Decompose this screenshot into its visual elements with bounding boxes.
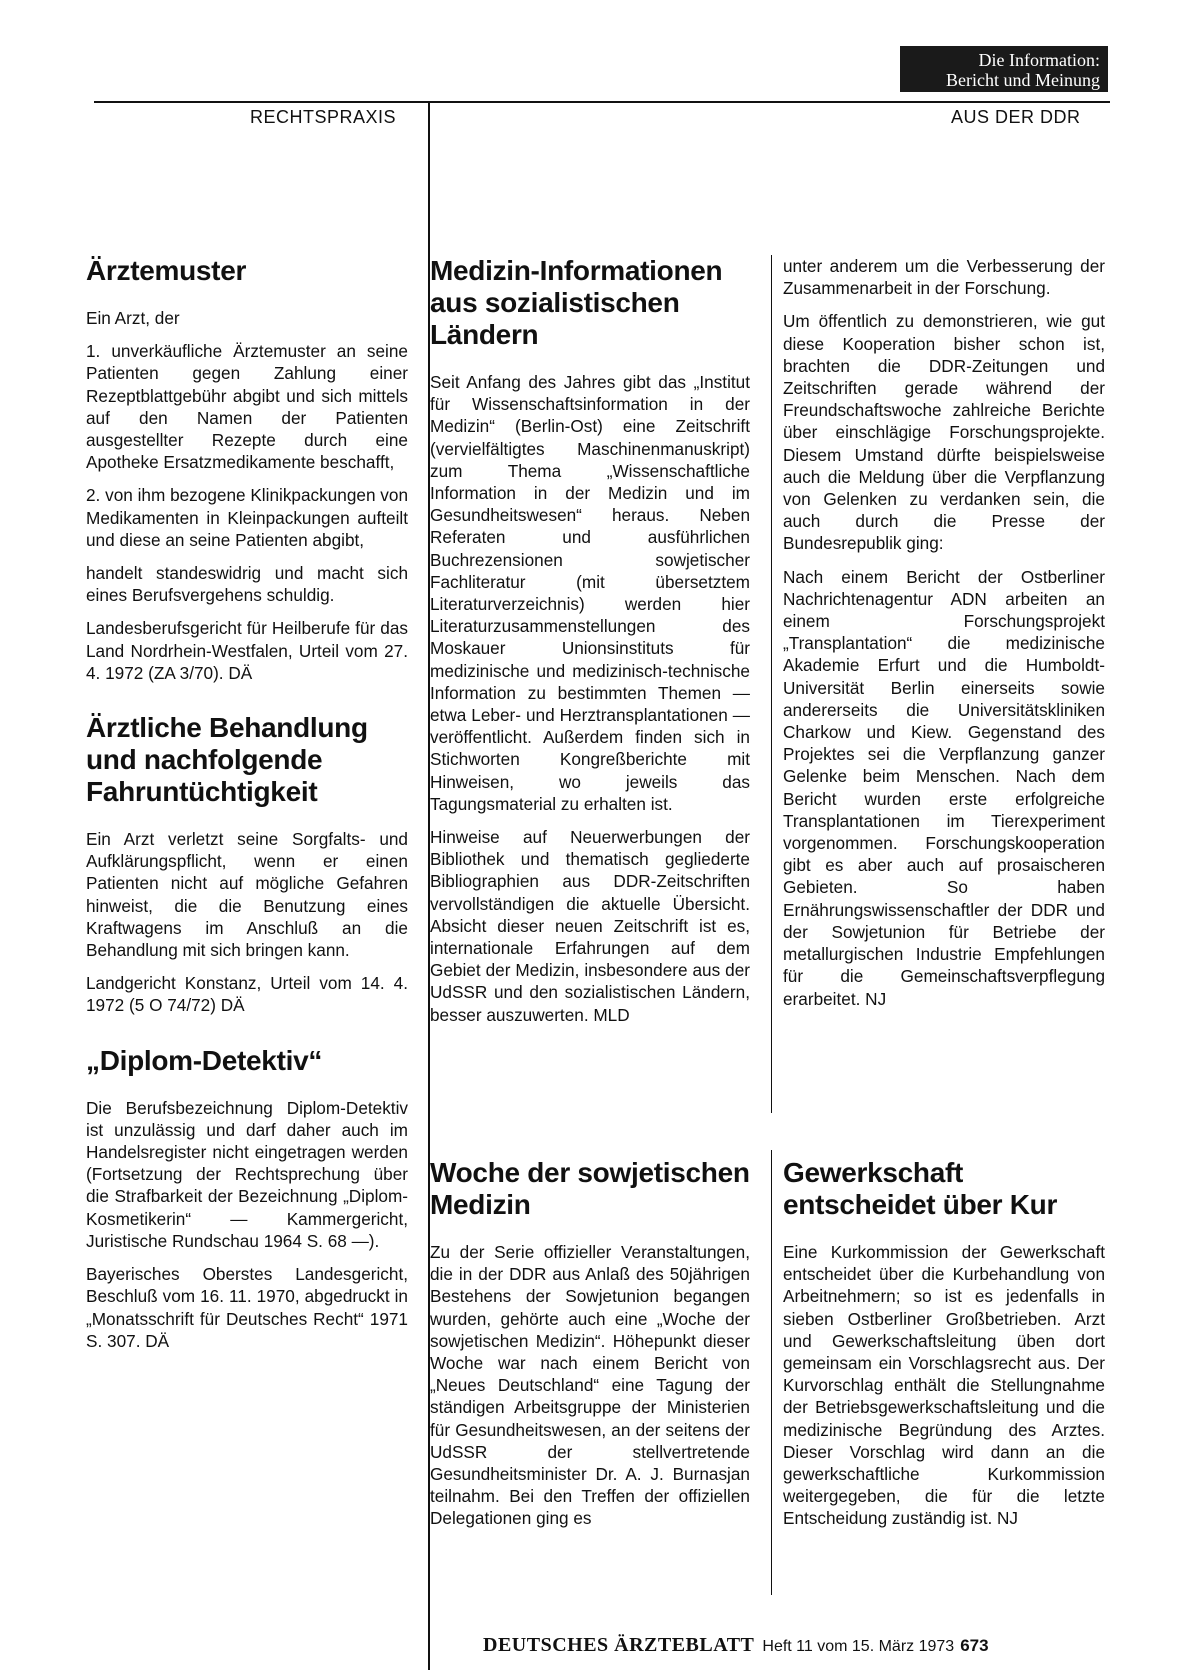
paragraph: 1. unverkäufliche Ärztemuster an seine Patienten gegen Zahlung einer Rezeptblattgebühr abgibt und sich mittels auf den Namen der Patienten ausgestellter Rezepte durch eine Apotheke Ersatzmedikamente beschafft, (86, 341, 408, 473)
article-title-behandlung: Ärztliche Behandlung und nachfolgende Fahruntüchtigkeit (86, 712, 368, 808)
column-divider-right-lower (771, 1150, 772, 1595)
paragraph: unter anderem um die Verbesserung der Zusammenarbeit in der Forschung. (783, 256, 1105, 299)
header-rule (94, 101, 1110, 103)
paragraph: 2. von ihm bezogene Klinikpackungen von Medikamenten in Kleinpackungen aufteilt und diese an seine Patienten abgibt, (86, 485, 409, 550)
paragraph: Hinweise auf Neuerwerbungen der Bibliothek und thematisch gegliederte Bibliographien aus DDR-Zeitschriften vervollständigen die aktuelle Übersicht. Absicht dieser neuen Zeitschrift ist es, internationale Erfahrungen auf dem Gebiet der Medizin, insbesondere aus der UdSSR und den sozialistischen Ländern, besser auszuwerten. MLD (430, 827, 750, 1025)
paragraph: Die Berufsbezeichnung Diplom-Detektiv ist unzulässig und darf daher auch im Handelsregister nicht eingetragen werden (Fortsetzung der Rechtsprechung über die Strafbarkeit der Bezeichnung „Diplom-Kosmetikerin“ — Kammergericht, Juristische Rundschau 1964 S. 68 —). (86, 1097, 408, 1251)
article-title-gewerkschaft: Gewerkschaft entscheidet über Kur (783, 1157, 1058, 1220)
article-title-diplom-detektiv: „Diplom-Detektiv“ (86, 1044, 323, 1076)
paragraph: Landgericht Konstanz, Urteil vom 14. 4. 1972 (5 O 74/72) DÄ (86, 973, 408, 1016)
paragraph: Landesberufsgericht für Heilberufe für das Land Nordrhein-Westfalen, Urteil vom 27. 4. 1972 (ZA 3/70). DÄ (86, 618, 408, 683)
paragraph: Seit Anfang des Jahres gibt das „Institut für Wissenschaftsinformation in der Medizin“ (Berlin-Ost) eine Zeitschrift (vervielfältigtes Maschinenmanuskript) zum Thema „Wissenschaftliche Information in der Medizin und im Gesundheitswesen“ heraus. Neben Referaten und ausführlichen Buchrezensionen sowjetischer Fachliteratur (mit übersetztem Literaturverzeichnis) werden hier Literaturzusammenstellungen des Moskauer Unionsinstituts für medizinische und medizinisch-technische Information zu bestimmten Themen — etwa Leber- und Herztransplantationen — veröffentlicht. Außerdem finden sich in Stichworten Kongreßberichte mit Hinweisen, wo jeweils das Tagungsmaterial zu erhalten ist. (430, 372, 750, 814)
paragraph: Ein Arzt verletzt seine Sorgfalts- und Aufklärungspflicht, wenn er einen Patienten nicht auf mögliche Gefahren hinweist, die die Benutzung eines Kraftwagens im Anschluß an die Behandlung mit sich bringen kann. (86, 829, 408, 961)
article-title-medizin-informationen: Medizin-Informationen aus sozialistischen Ländern (430, 255, 723, 350)
page-footer (483, 1634, 989, 1657)
rubric-line-2: Bericht und Meinung (946, 70, 1100, 90)
article-title-woche: Woche der sowjetischen Medizin (430, 1157, 750, 1220)
page-number: 673 (960, 1636, 989, 1655)
issue-info: Heft 11 vom 15. März 1973 (762, 1638, 955, 1655)
column-2 (430, 255, 750, 1530)
paragraph: Bayerisches Oberstes Landesgericht, Beschluß vom 16. 11. 1970, abgedruckt in „Monatsschrift für Deutsches Recht“ 1971 S. 307. DÄ (86, 1264, 408, 1351)
rubric-badge (900, 46, 1108, 92)
section-label-right: AUS DER DDR (951, 107, 1081, 127)
column-1 (86, 255, 408, 1352)
column-3 (783, 255, 1105, 1530)
rubric-line-1: Die Information: (978, 50, 1100, 70)
paragraph: handelt standeswidrig und macht sich eines Berufsvergehens schuldig. (86, 563, 408, 606)
article-title-aerztemuster: Ärztemuster (86, 255, 247, 286)
paragraph: Ein Arzt, der (86, 308, 180, 328)
paragraph: Um öffentlich zu demonstrieren, wie gut diese Kooperation bisher schon ist, brachten die DDR-Zeitungen und Zeitschriften gerade während der Freundschaftswoche zahlreiche Berichte über einschlägige Forschungsprojekte. Diesem Umstand dürfte beispielsweise auch die Meldung über die Verpflanzung von Gelenken zu verdanken sein, die auch durch die Presse der Bundesrepublik ging: (783, 311, 1105, 554)
section-label-left: RECHTSPRAXIS (250, 107, 397, 127)
magazine-name: DEUTSCHES ÄRZTEBLATT (483, 1634, 755, 1656)
column-divider-right-upper (771, 255, 772, 1113)
paragraph: Eine Kurkommission der Gewerkschaft entscheidet über die Kurbehandlung von Arbeitnehmern; so ist es jedenfalls in sieben Ostberliner Großbetrieben. Arzt und Gewerkschaftsleitung üben dort gemeinsam ein Vorschlagsrecht aus. Der Kurvorschlag enthält die Stellungnahme der Betriebsgewerkschaftsleitung und die medizinische Begründung des Arztes. Dieser Vorschlag wird dann an die gewerkschaftliche Kurkommission weitergegeben, die für die letzte Entscheidung zuständig ist. NJ (783, 1242, 1105, 1529)
paragraph: Zu der Serie offizieller Veranstaltungen, die in der DDR aus Anlaß des 50jährigen Bestehens der Sowjetunion begangen wurden, gehörte auch eine „Woche der sowjetischen Medizin“. Höhepunkt dieser Woche war nach einem Bericht von „Neues Deutschland“ eine Tagung der ständigen Arbeitsgruppe der Ministerien für Gesundheitswesen, an der seitens der UdSSR der stellvertretende Gesundheitsminister Dr. A. J. Burnasjan teilnahm. Bei den Treffen der offiziellen Delegationen ging es (430, 1242, 750, 1529)
paragraph: Nach einem Bericht der Ostberliner Nachrichtenagentur ADN arbeiten an einem Forschungsprojekt „Transplantation“ die medizinische Akademie Erfurt und die Humboldt-Universität Berlin einerseits sowie andererseits die Universitätskliniken Charkow und Kiew. Gegenstand des Projektes sei die Verpflanzung ganzer Gelenke beim Menschen. Nach dem Bericht wurden erste erfolgreiche Transplantationen im Tierexperiment vorgenommen. Forschungskooperation gibt es aber auch auf prosaischeren Gebieten. So haben Ernährungswissenschaftler der DDR und der Sowjetunion für Betriebe der metallurgischen Industrie Empfehlungen für die Gemeinschaftsverpflegung erarbeitet. NJ (783, 566, 1105, 1009)
